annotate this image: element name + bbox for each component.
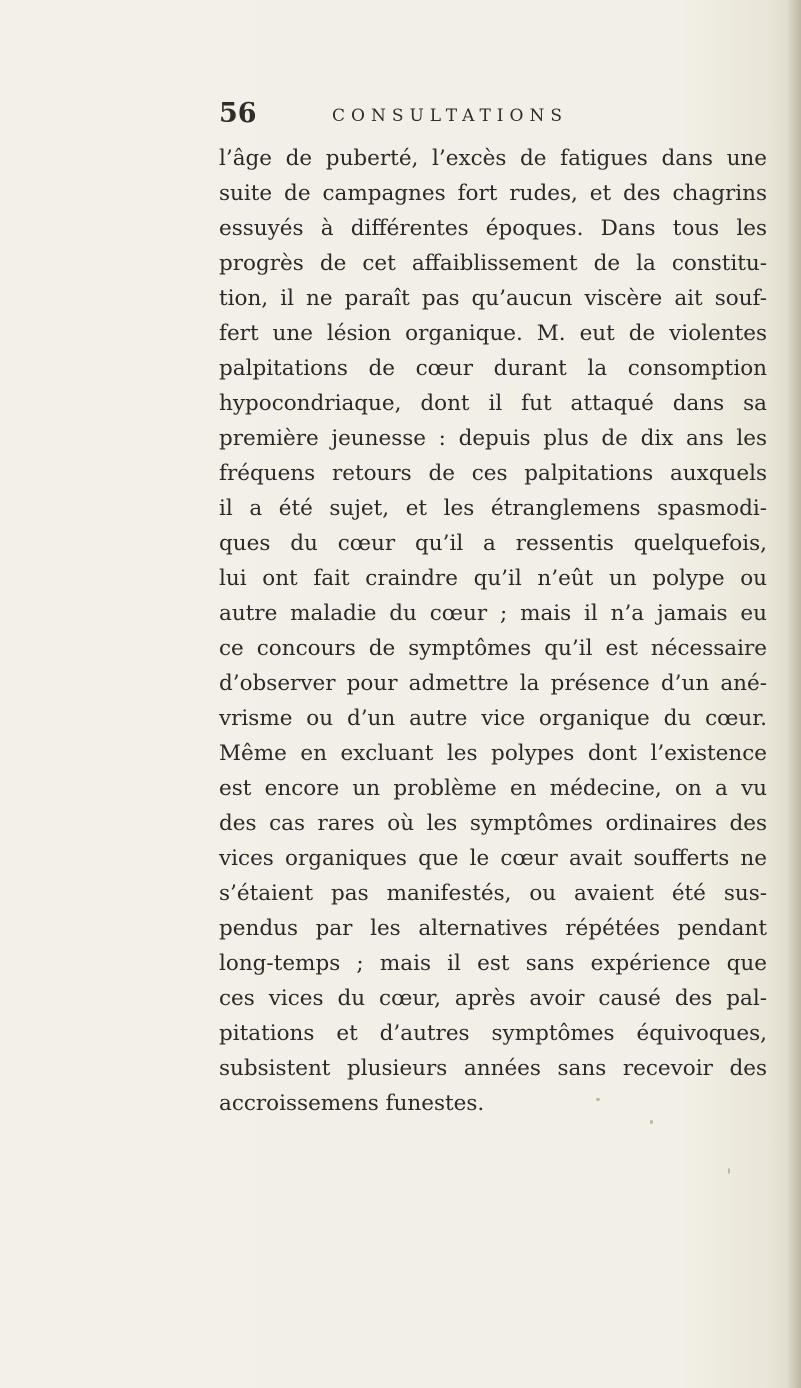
running-title: CONSULTATIONS (332, 106, 568, 126)
text-line: l’âge de puberté, l’excès de fatigues dans une (219, 146, 767, 171)
page-header (219, 98, 659, 138)
text-line: des cas rares où les symptômes ordinaires des (219, 811, 767, 836)
text-line: hypocondriaque, dont il fut attaqué dans sa (219, 391, 767, 416)
text-line: fert une lésion organique. M. eut de violentes (219, 321, 767, 346)
text-line: progrès de cet affaiblissement de la constitu- (219, 251, 767, 276)
text-line: palpitations de cœur durant la consomption (219, 356, 767, 381)
text-line: suite de campagnes fort rudes, et des chagrins (219, 181, 767, 206)
text-line: ce concours de symptômes qu’il est nécessaire (219, 636, 767, 661)
paper-speck (728, 1168, 730, 1174)
text-line: accroissemens funestes. (219, 1091, 485, 1116)
body-text (219, 141, 767, 1121)
text-line: long-temps ; mais il est sans expérience que (219, 951, 767, 976)
text-line: il a été sujet, et les étranglemens spasmodi- (219, 496, 767, 521)
text-line: d’observer pour admettre la présence d’un ané- (219, 671, 767, 696)
page-number: 56 (219, 98, 257, 129)
text-line: pitations et d’autres symptômes équivoques, (219, 1021, 767, 1046)
text-line: lui ont fait craindre qu’il n’eût un polype ou (219, 566, 767, 591)
page-edge-shadow (787, 0, 801, 1388)
text-line: ques du cœur qu’il a ressentis quelquefois, (219, 531, 767, 556)
text-line: autre maladie du cœur ; mais il n’a jamais eu (219, 601, 767, 626)
text-line: est encore un problème en médecine, on a vu (219, 776, 767, 801)
text-line: vices organiques que le cœur avait soufferts ne (219, 846, 767, 871)
paper-speck (596, 1098, 600, 1101)
text-line: tion, il ne paraît pas qu’aucun viscère ait souf- (219, 286, 767, 311)
text-line: pendus par les alternatives répétées pendant (219, 916, 767, 941)
text-line: essuyés à différentes époques. Dans tous les (219, 216, 767, 241)
text-line: ces vices du cœur, après avoir causé des pal- (219, 986, 767, 1011)
text-line: fréquens retours de ces palpitations auxquels (219, 461, 767, 486)
text-line: première jeunesse : depuis plus de dix ans les (219, 426, 767, 451)
text-line: s’étaient pas manifestés, ou avaient été sus- (219, 881, 767, 906)
text-line: subsistent plusieurs années sans recevoir des (219, 1056, 767, 1081)
text-line: Même en excluant les polypes dont l’existence (219, 741, 767, 766)
paper-speck (650, 1120, 653, 1124)
text-line: vrisme ou d’un autre vice organique du cœur. (219, 706, 767, 731)
